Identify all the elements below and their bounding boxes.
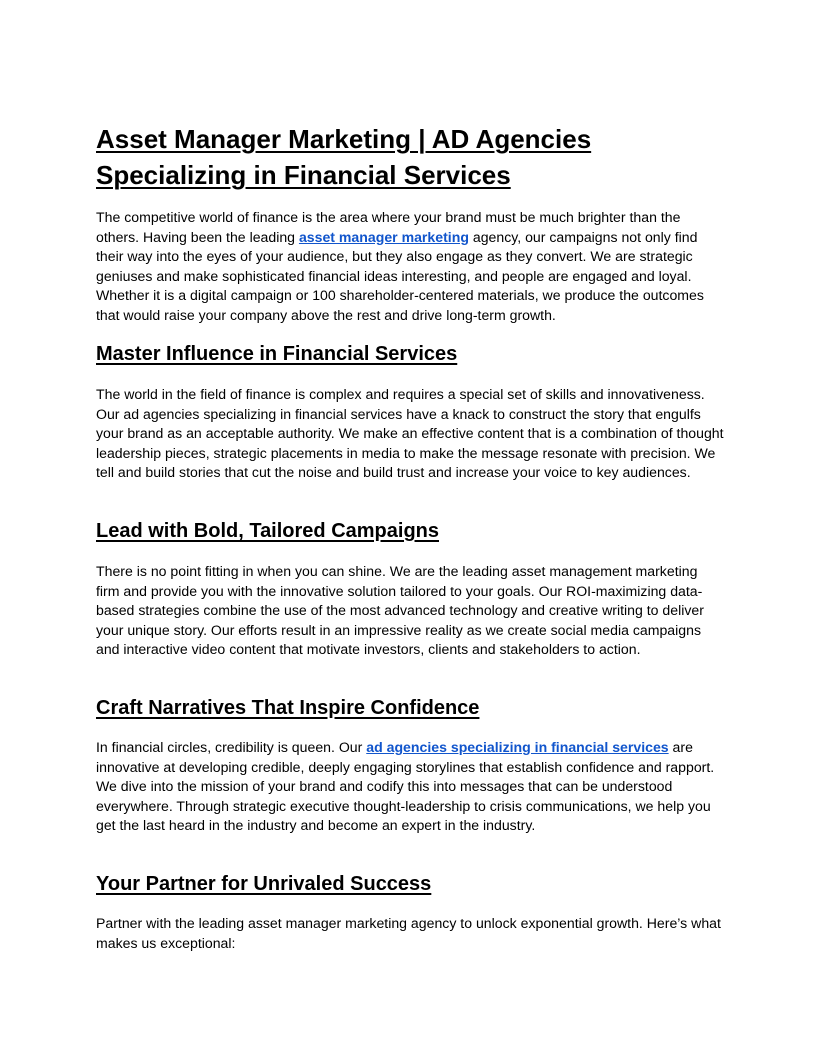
section-paragraph-lead-campaigns: There is no point fitting in when you can shine. We are the leading asset management marketing firm and provide you with the innovative solution tailored to your goals. Our ROI-maximizing data-based strategies combine the use of the most advanced technology and creative writing to deliver your unique story. Our efforts result in an impressive reality as we create social media campaigns and interactive video content that motivate investors, clients and stakeholders to action. [96, 563, 704, 658]
section-heading-lead-campaigns: Lead with Bold, Tailored Campaigns [96, 520, 439, 542]
craft-text-after-link: are innovative at developing credible, deeply engaging storylines that establish confidence and rapport. We dive into the mission of your brand and codify this into messages that can be understood everywhere. Through strategic executive thought-leadership to crisis communications, we help you get the last heard in the industry and become an expert in the industry. [96, 739, 715, 834]
ad-agencies-financial-services-link[interactable]: ad agencies specializing in financial services [366, 739, 669, 755]
craft-text-before-link: In financial circles, credibility is queen. Our [96, 739, 367, 755]
section-paragraph-master-influence: The world in the field of finance is complex and requires a special set of skills and innovativeness. Our ad agencies specializing in financial services have a knack to construct the story that engulfs your brand as an acceptable authority. We make an effective content that is a combination of thought leadership pieces, strategic placements in media to make the message resonate with precision. We tell and build stories that cut the noise and build trust and increase your voice to key audiences. [96, 386, 724, 481]
section-heading-master-influence: Master Influence in Financial Services [96, 343, 458, 365]
section-heading-craft-narratives: Craft Narratives That Inspire Confidence [96, 697, 480, 719]
intro-text-before-link: The competitive world of finance is the area where your brand must be much brighter than the others. Having been the leading [96, 209, 681, 245]
section-paragraph-craft-narratives [96, 738, 724, 836]
intro-text-after-link: agency, our campaigns not only find their way into the eyes of your audience, but they also engage as they convert. We are strategic geniuses and make sophisticated financial ideas interesting, and people are engaged and loyal. Whether it is a digital campaign or 100 shareholder-centered materials, we produce the outcomes that would raise your company above the rest and drive long-term growth. [96, 228, 704, 323]
intro-paragraph [96, 208, 724, 326]
section-paragraph-partner-success: Partner with the leading asset manager marketing agency to unlock exponential growth. Here’s what makes us exceptional: [96, 915, 721, 951]
asset-manager-marketing-link[interactable]: asset manager marketing [298, 228, 469, 245]
section-heading-partner-success: Your Partner for Unrivaled Success [96, 873, 432, 895]
page-title: Asset Manager Marketing | AD Agencies Specializing in Financial Services [96, 124, 592, 190]
